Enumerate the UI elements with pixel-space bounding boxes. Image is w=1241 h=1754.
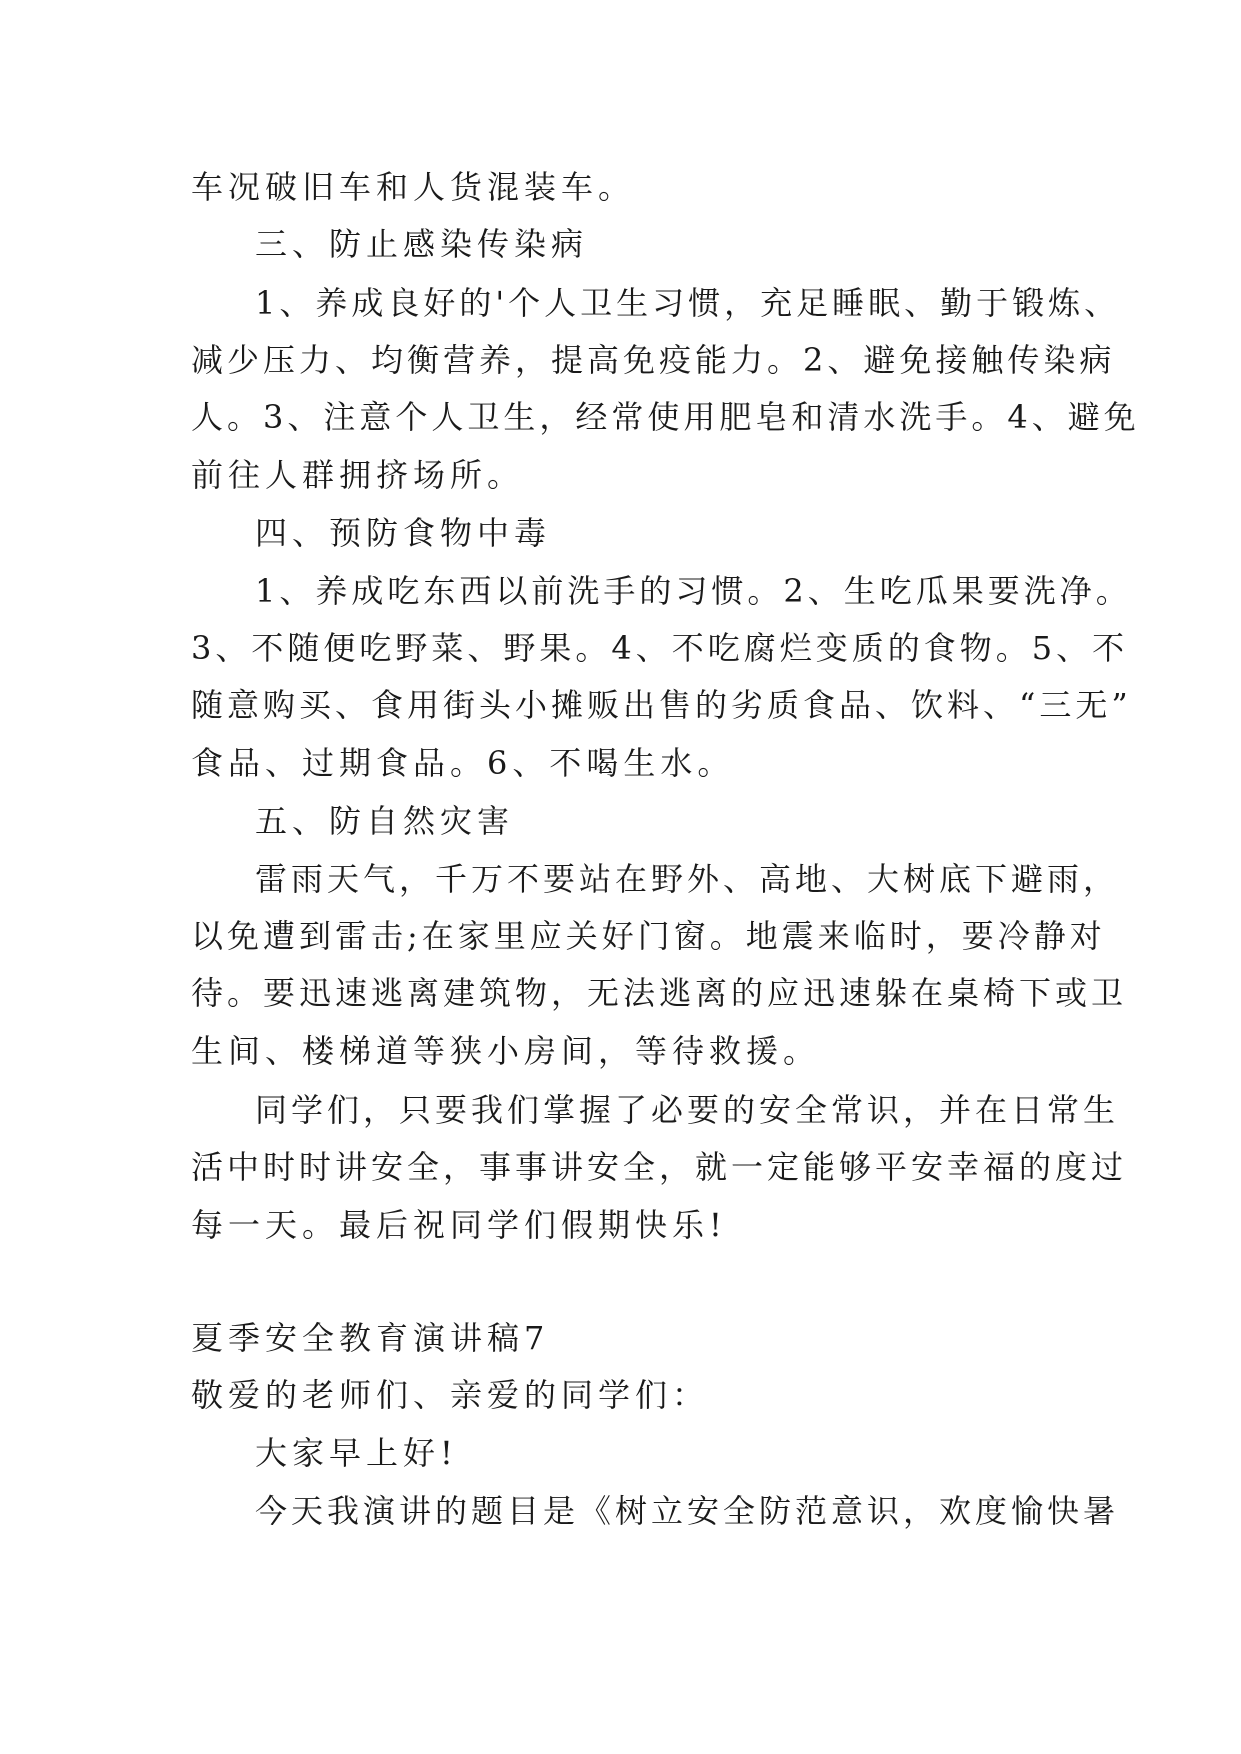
greeting: 大家早上好! (255, 1434, 458, 1472)
section-heading-4: 四、预防食物中毒 (255, 514, 552, 552)
paragraph-line: 雷雨天气，千万不要站在野外、高地、大树底下避雨， (255, 860, 1120, 898)
paragraph-line: 同学们，只要我们掌握了必要的安全常识，并在日常生 (255, 1091, 1120, 1129)
section-heading-5: 五、防自然灾害 (255, 802, 515, 840)
paragraph-line: 食品、过期食品。6、不喝生水。 (191, 744, 735, 782)
salutation: 敬爱的老师们、亲爱的同学们： (191, 1376, 710, 1414)
paragraph-line: 活中时时讲安全，事事讲安全，就一定能够平安幸福的度过 (191, 1148, 1128, 1186)
paragraph-line: 每一天。最后祝同学们假期快乐! (191, 1206, 727, 1244)
paragraph-line: 1、养成吃东西以前洗手的习惯。2、生吃瓜果要洗净。 (255, 572, 1132, 610)
paragraph-line: 3、不随便吃野菜、野果。4、不吃腐烂变质的食物。5、不 (191, 629, 1129, 667)
paragraph-line: 减少压力、均衡营养，提高免疫能力。2、避免接触传染病 (191, 341, 1116, 379)
paragraph-line: 前往人群拥挤场所。 (191, 456, 525, 494)
paragraph-line: 1、养成良好的'个人卫生习惯，充足睡眠、勤于锻炼、 (255, 284, 1121, 322)
section-heading-3: 三、防止感染传染病 (255, 225, 589, 263)
speech-title: 夏季安全教育演讲稿7 (191, 1319, 550, 1357)
paragraph-line: 待。要迅速逃离建筑物，无法逃离的应迅速躲在桌椅下或卫 (191, 974, 1128, 1012)
paragraph-line: 人。3、注意个人卫生，经常使用肥皂和清水洗手。4、避免 (191, 398, 1140, 436)
paragraph-line: 生间、楼梯道等狭小房间，等待救援。 (191, 1032, 821, 1070)
paragraph-line: 今天我演讲的题目是《树立安全防范意识，欢度愉快暑 (255, 1492, 1120, 1530)
paragraph-line: 以免遭到雷击;在家里应关好门窗。地震来临时，要冷静对 (191, 917, 1106, 955)
paragraph-line: 随意购买、食用街头小摊贩出售的劣质食品、饮料、“三无” (191, 686, 1132, 724)
paragraph-line: 车况破旧车和人货混装车。 (191, 168, 636, 206)
